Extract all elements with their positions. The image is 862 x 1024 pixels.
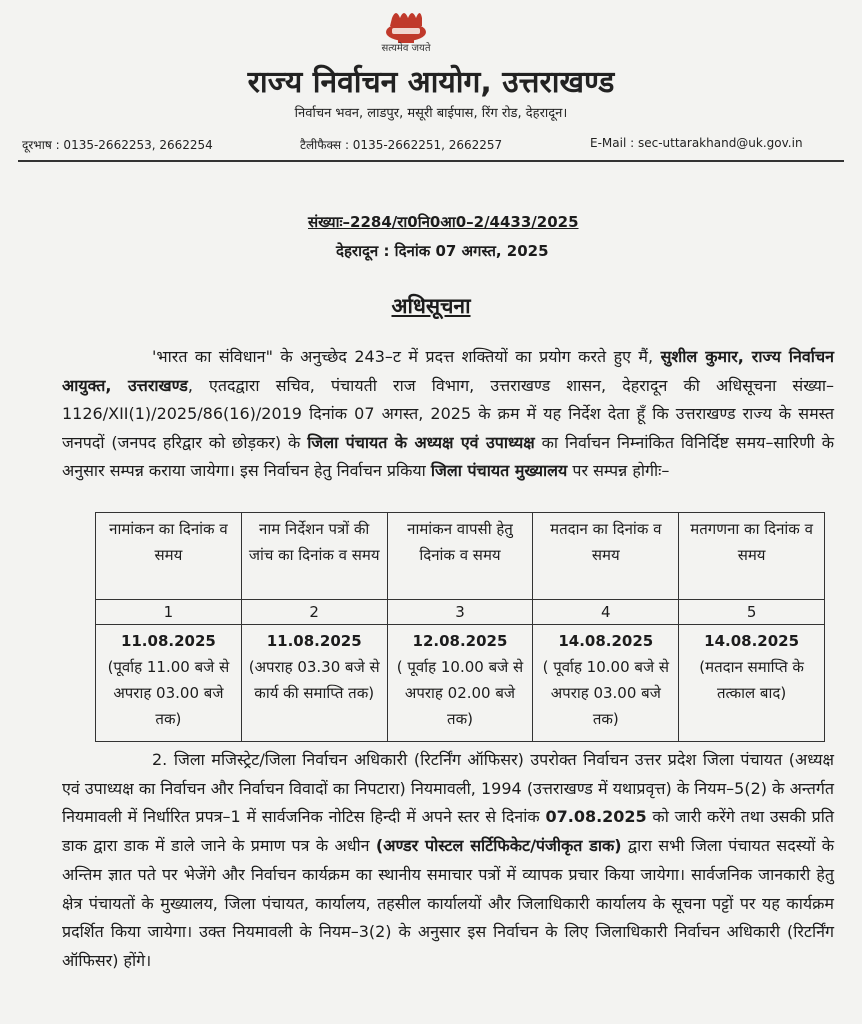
- header-withdrawal: नामांकन वापसी हेतु दिनांक व समय: [387, 513, 533, 600]
- schedule-cell: 11.08.2025 (पूर्वाह 11.00 बजे से अपराह 03.00 बजे तक): [96, 625, 242, 742]
- paragraph-2: 2. जिला मजिस्ट्रेट/जिला निर्वाचन अधिकारी (रिटर्निंग ऑफिसर) उपरोक्त निर्वाचन उत्तर प्रदेश जिला पंचायत (अध्यक्ष एवं उपाध्यक्ष का निर्वाचन और निर्वाचन विवादों का निपटारा) नियमावली, 1994 (उत्तराखण्ड में यथाप्रवृत्त) के नियम–5(2) के अन्तर्गत नियमावली में निर्धारित प्रपत्र–1 में सार्वजनिक नोटिस हिन्दी में अपने स्तर से दिनांक 07.08.2025 को जारी करेंगे तथा उसकी प्रति डाक द्वारा डाक में डाले जाने के प्रमाण पत्र के अधीन (अण्डर पोस्टल सर्टिफिकेट/पंजीकृत डाक) द्वारा सभी जिला पंचायत सदस्यों के अन्तिम ज्ञात पते पर भेजेंगे और निर्वाचन कार्यक्रम का स्थानीय समाचार पत्रों में व्यापक प्रचार किया जायेगा। सार्वजनिक जानकारी हेतु क्षेत्र पंचायतों के मुख्यालय, जिला पंचायत, कार्यालय, तहसील कार्यालयों और जिलाधिकारी कार्यालय के सूचना पट्टों पर यह कार्यक्रम प्रदर्शित किया जायेगा। उक्त नियमावली के नियम–3(2) के अनुसार इस निर्वाचन के लिए जिलाधिकारी निर्वाचन अधिकारी (रिटर्निंग ऑफिसर) होंगे।: [62, 750, 834, 970]
- org-title: राज्य निर्वाचन आयोग, उत्तराखण्ड: [247, 65, 615, 100]
- postal-mode: (अण्डर पोस्टल सर्टिफिकेट/पंजीकृत डाक): [375, 836, 622, 856]
- reference-number: संख्याः–2284/रा0नि0आ0–2/4433/2025: [308, 213, 579, 231]
- schedule-cell: 11.08.2025 (अपराह 03.30 बजे से कार्य की समाप्ति तक): [241, 625, 387, 742]
- header-counting: मतगणना का दिनांक व समय: [679, 513, 825, 600]
- table-number-row: [96, 600, 825, 625]
- col-number: 4: [533, 600, 679, 625]
- email-address: E-Mail : sec-uttarakhand@uk.gov.in: [590, 136, 803, 150]
- phone-number: दूरभाष : 0135-2662253, 2662254: [22, 138, 213, 152]
- notification-heading: अधिसूचना: [391, 294, 471, 318]
- election-post: जिला पंचायत के अध्यक्ष एवं उपाध्यक्ष: [307, 432, 535, 452]
- col-number: 2: [241, 600, 387, 625]
- header-polling: मतदान का दिनांक व समय: [533, 513, 679, 600]
- commissioner-name: सुशील कुमार, राज्य निर्वाचन आयुक्त, उत्तराखण्ड: [62, 347, 834, 395]
- intro-paragraph: 'भारत का संविधान" के अनुच्छेद 243–ट में प्रदत्त शक्तियों का प्रयोग करते हुए मैं, सुशील कुमार, राज्य निर्वाचन आयुक्त, उत्तराखण्ड, एतदद्वारा सचिव, पंचायती राज विभाग, उत्तराखण्ड शासन, देहरादून की अधिसूचना संख्या–1126/XII(1)/2025/86(16)/2019 दिनांक 07 अगस्त, 2025 के क्रम में यह निर्देश देता हूँ कि उत्तराखण्ड राज्य के समस्त जनपदों (जनपद हरिद्वार को छोड़कर) के जिला पंचायत के अध्यक्ष एवं उपाध्यक्ष का निर्वाचन निम्नांकित विनिर्दिष्ट समय–सारिणी के अनुसार सम्पन्न कराया जायेगा। इस निर्वाचन हेतु निर्वाचन प्रकिया जिला पंचायत मुख्यालय पर सम्पन्न होगीः–: [62, 347, 834, 480]
- notice-date: 07.08.2025: [545, 807, 647, 827]
- schedule-cell: 14.08.2025 ( पूर्वाह 10.00 बजे से अपराह 03.00 बजे तक): [533, 625, 679, 742]
- header-divider: [18, 160, 844, 162]
- reference-date: देहरादून : दिनांक 07 अगस्त, 2025: [336, 242, 549, 260]
- table-header-row: [96, 513, 825, 600]
- col-number: 1: [96, 600, 242, 625]
- col-number: 5: [679, 600, 825, 625]
- election-schedule-table: [95, 512, 825, 742]
- schedule-cell: 12.08.2025 ( पूर्वाह 10.00 बजे से अपराह 02.00 बजे तक): [387, 625, 533, 742]
- org-address: निर्वाचन भवन, लाडपुर, मसूरी बाईपास, रिंग रोड, देहरादून।: [294, 106, 568, 121]
- fax-number: टैलीफैक्स : 0135-2662251, 2662257: [300, 138, 503, 152]
- schedule-cell: 14.08.2025 (मतदान समाप्ति के तत्काल बाद): [679, 625, 825, 742]
- col-number: 3: [387, 600, 533, 625]
- emblem-motto: सत्यमेव जयते: [381, 43, 431, 54]
- venue: जिला पंचायत मुख्यालय: [430, 461, 568, 480]
- header-nomination: नामांकन का दिनांक व समय: [96, 513, 242, 600]
- header-scrutiny: नाम निर्देशन पत्रों की जांच का दिनांक व समय: [241, 513, 387, 600]
- table-row: [96, 625, 825, 742]
